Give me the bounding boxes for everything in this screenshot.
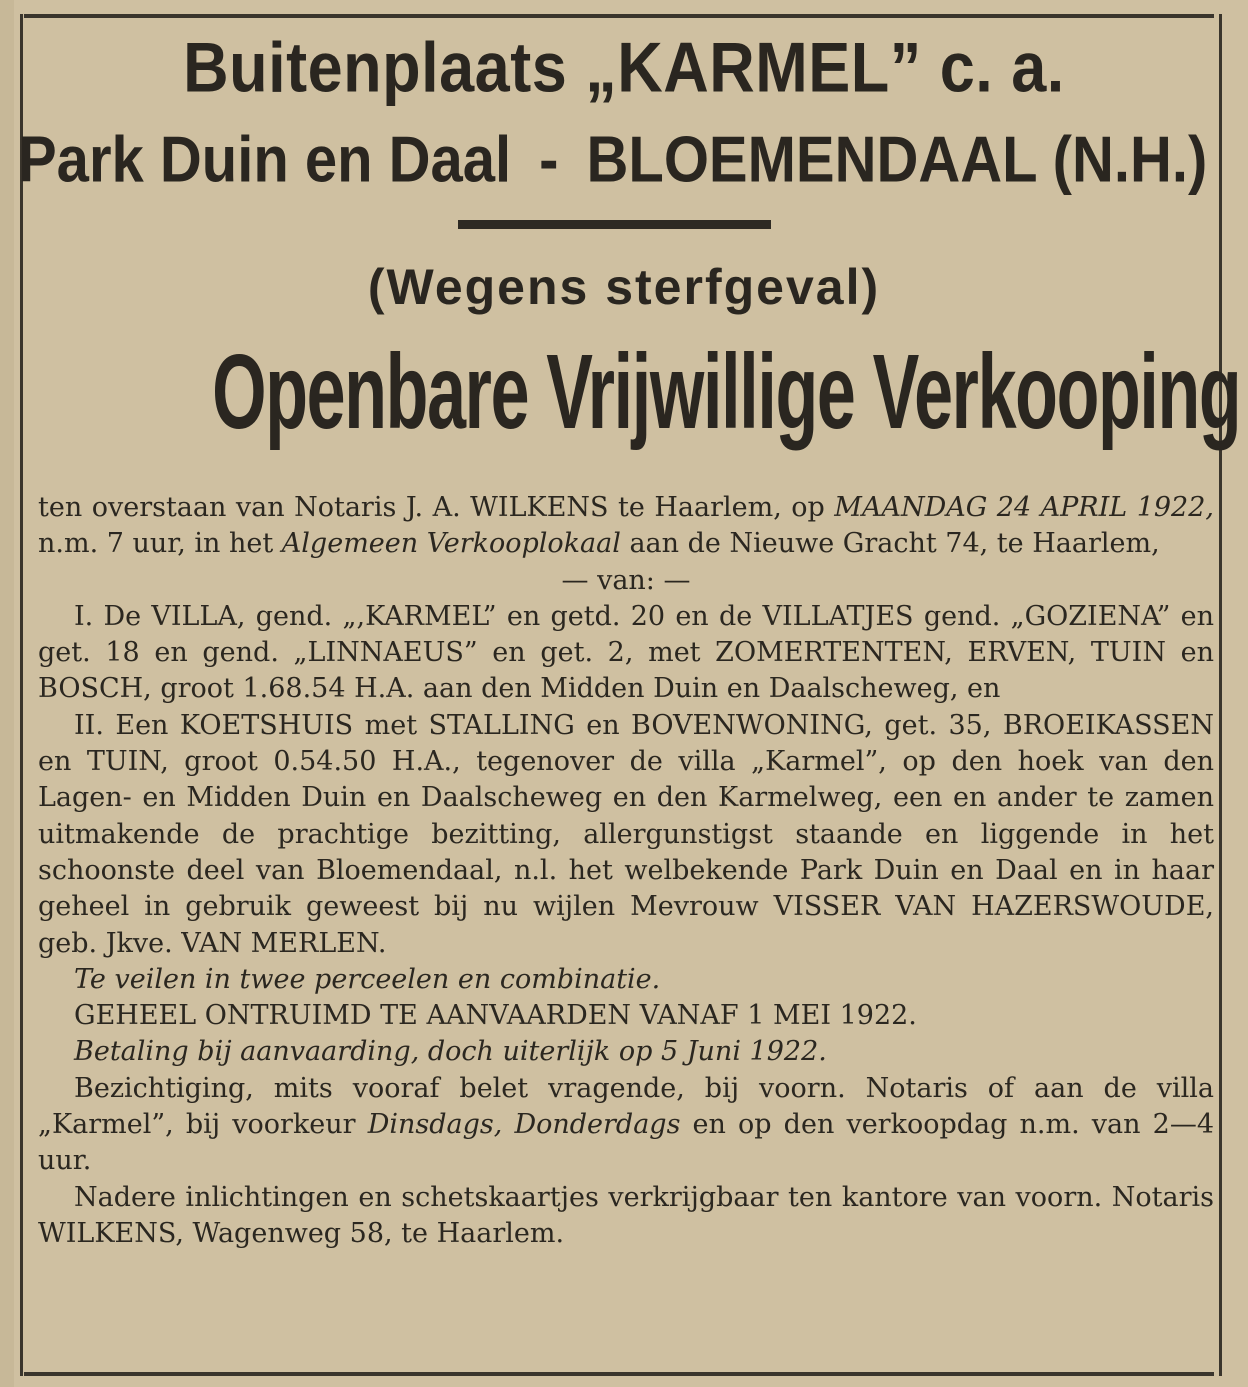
- heading-town: BLOEMENDAAL (N.H.): [586, 123, 1208, 196]
- top-rule: [24, 14, 1214, 18]
- heading-separator: -: [539, 123, 559, 196]
- intro-paragraph: ten overstaan van Notaris J. A. WILKENS te Haarlem, op MAANDAG 24 APRIL 1922, n.m. 7 uur, in het Algemeen Verkooplokaal aan de Nieuwe Gracht 74, te Haarlem,: [38, 492, 1214, 560]
- auction-lots-note: Te veilen in twee perceelen en combinatie.: [74, 963, 661, 995]
- information-paragraph: Nadere inlichtingen en schetskaartjes verkrijgbaar ten kantore van voorn. Notaris WILKENS, Wagenweg 58, te Haarlem.: [38, 1181, 1214, 1249]
- possession-note: GEHEEL ONTRUIMD TE AANVAARDEN VANAF 1 MEI 1922.: [74, 1000, 917, 1032]
- payment-note: Betaling bij aanvaarding, doch uiterlijk op 5 Juni 1922.: [74, 1036, 827, 1068]
- heading-park: Park Duin en Daal: [18, 123, 512, 196]
- van-line: — van: —: [561, 564, 691, 596]
- divider-bar: [458, 220, 771, 229]
- page-margin: [0, 0, 14, 1387]
- heading-title: Openbare Vrijwillige Verkooping: [212, 333, 1241, 451]
- heading-location: [18, 115, 1248, 205]
- viewing-paragraph: Bezichtiging, mits vooraf belet vragende, bij voorn. Notaris of aan de villa „Karmel”, bij voorkeur Dinsdags, Donderdags en op den verkoopdag n.m. van 2—4 uur.: [38, 1072, 1214, 1177]
- bottom-rule: [24, 1372, 1214, 1376]
- ad-body: [38, 490, 1214, 1252]
- heading-estate: Buitenplaats „KARMEL” c. a.: [183, 28, 1065, 108]
- lot-2-paragraph: II. Een KOETSHUIS met STALLING en BOVENWONING, get. 35, BROEIKASSEN en TUIN, groot 0.54.50 H.A., tegenover de villa „Karmel”, op den hoek van den Lagen- en Midden Duin en Daalscheweg en den Karmelweg, een en ander te zamen uitmakende de prachtige bezitting, allergunstigst staande en liggende in het schoonste deel van Bloemendaal, n.l. het welbekende Park Duin en Daal en in haar geheel in gebruik geweest bij nu wijlen Mevrouw VISSER VAN HAZERSWOUDE, geb. Jkve. VAN MERLEN.: [38, 709, 1214, 959]
- lot-1-paragraph: I. De VILLA, gend. „,KARMEL” en getd. 20 en de VILLATJES gend. „GOZIENA” en get. 18 en gend. „LINNAEUS” en get. 2, met ZOMERTENTEN, ERVEN, TUIN en BOSCH, groot 1.68.54 H.A. aan den Midden Duin en Daalscheweg, en: [38, 600, 1214, 705]
- heading-reason: (Wegens sterfgeval): [367, 259, 881, 315]
